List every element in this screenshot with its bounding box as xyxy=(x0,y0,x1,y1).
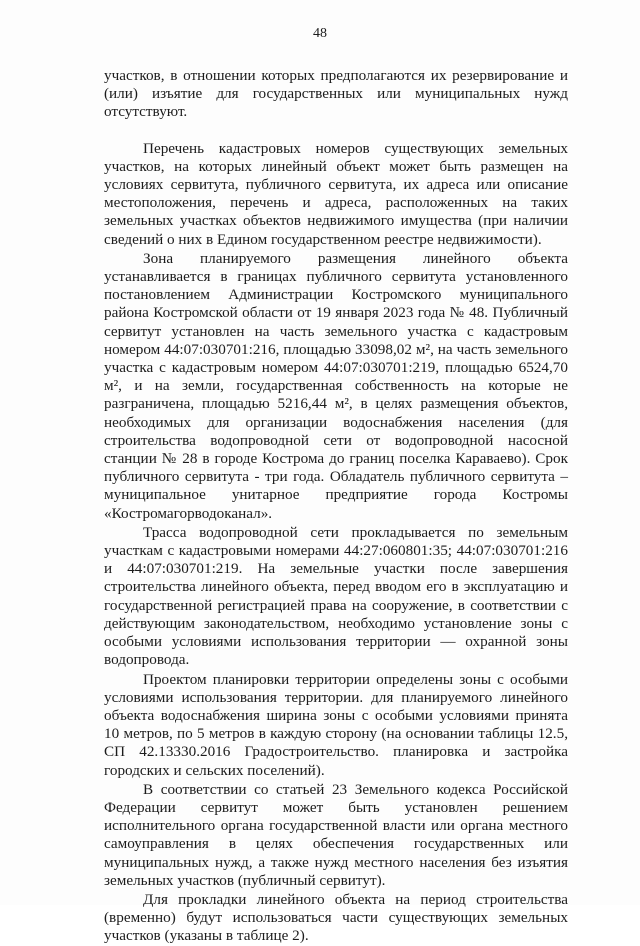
paragraph-reservation-note: участков, в отношении которых предполагаются их резервирование и (или) изъятие для государственных или муниципальных нужд отсутствуют. xyxy=(104,67,568,121)
page-number: 48 xyxy=(313,26,327,41)
paragraph-pipeline-route: Трасса водопроводной сети прокладывается по земельным участкам с кадастровыми номерами 44:27:060801:35; 44:07:030701:216 и 44:07:030701:219. На земельные участки после завершения строительства линейного объекта, перед вводом его в эксплуатацию и государственной регистрацией права на сооружение, в соответствии с действующим законодательством, необходимо установление зоны с особыми условиями использования территории — охранной зоны водопровода. xyxy=(104,523,568,669)
paragraph-land-code-article: В соответствии со статьей 23 Земельного кодекса Российской Федерации сервитут может быть установлен решением исполнительного органа государственной власти или органа местного самоуправления в целях обеспечения государственных или муниципальных нужд, а также нужд местного населения без изъятия земельных участков (публичный сервитут). xyxy=(104,780,568,889)
body-text xyxy=(104,67,568,946)
paragraph-public-servitude: Зона планируемого размещения линейного объекта устанавливается в границах публичного сервитута установленного постановлением Администрации Костромского муниципального района Костромской области от 19 января 2023 года № 48. Публичный сервитут установлен на часть земельного участка с кадастровым номером 44:07:030701:216, площадью 33098,02 м², на часть земельного участка с кадастровым номером 44:07:030701:219, площадью 6524,70 м², и на земли, государственная собственность на которые не разграничена, площадью 5216,44 м², в целях размещения объектов, необходимых для организации водоснабжения населения (для строительства водопроводной сети от водопроводной насосной станции № 28 в городе Кострома до границ поселка Караваево). Срок публичного сервитута - три года. Обладатель публичного сервитута – муниципальное унитарное предприятие города Костромы «Костромагорводоканал». xyxy=(104,249,568,522)
paragraph-protection-zone: Проектом планировки территории определены зоны с особыми условиями использования территории. для планируемого линейного объекта водоснабжения ширина зоны с особыми условиями принята 10 метров, по 5 метров в каждую сторону (на основании таблицы 12.5, СП 42.13330.2016 Градостроительство. планировка и застройка городских и сельских поселений). xyxy=(104,670,568,779)
paragraph-temporary-use: Для прокладки линейного объекта на период строительства (временно) будут использоваться части существующих земельных участков (указаны в таблице 2). xyxy=(104,890,568,945)
paragraph-cadastral-list-heading: Перечень кадастровых номеров существующих земельных участков, на которых линейный объект может быть размещен на условиях сервитута, публичного сервитута, их адреса или описание местоположения, перечень и адреса, расположенных на таких земельных участках объектов недвижимого имущества (при наличии сведений о них в Едином государственном реестре недвижимости). xyxy=(104,139,568,248)
